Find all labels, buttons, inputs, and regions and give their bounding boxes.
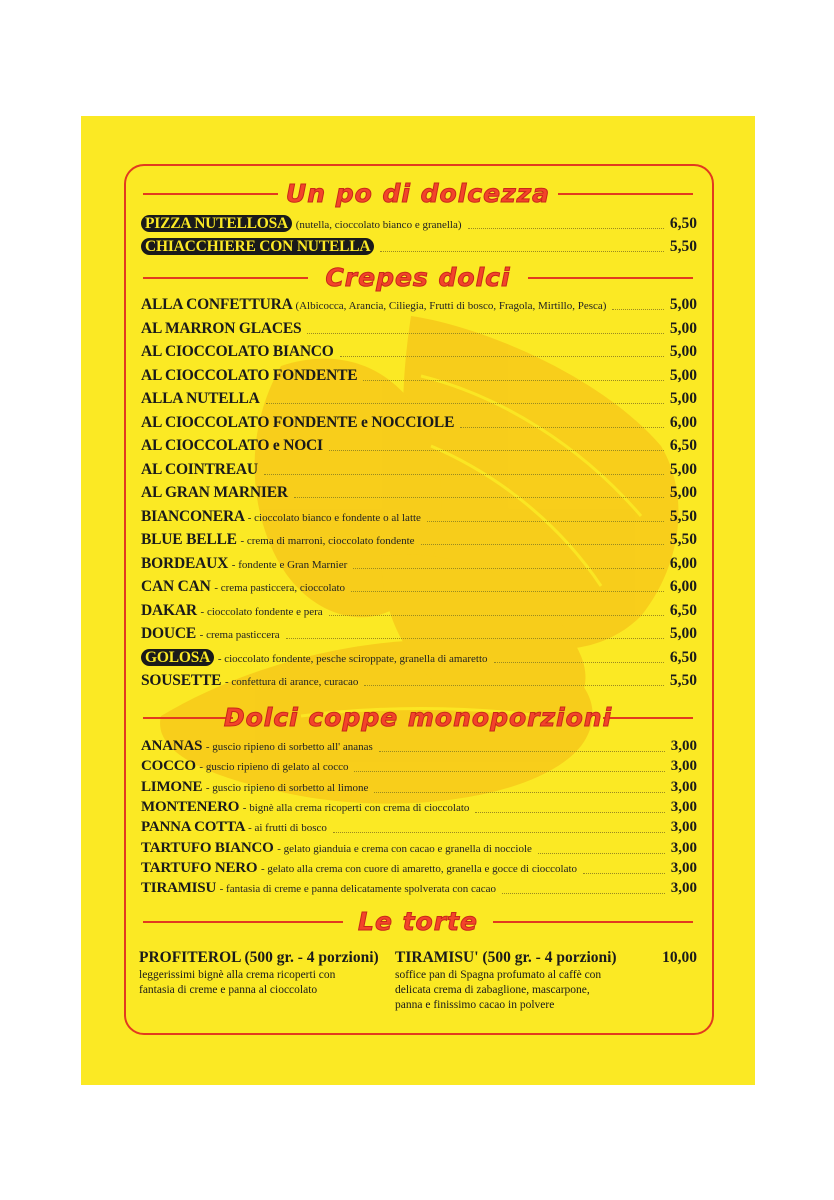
menu-item-desc: - crema di marroni, cioccolato fondente xyxy=(240,535,415,547)
menu-item xyxy=(141,318,697,340)
menu-item xyxy=(141,341,697,363)
dot-leader xyxy=(264,474,664,475)
menu-item-desc: - gelato alla crema con cuore di amaretto, granella e gocce di cioccolato xyxy=(260,862,578,875)
menu-item xyxy=(141,412,697,434)
torta-price: 10,00 xyxy=(662,949,697,966)
menu-item-name: PIZZA NUTELLOSA xyxy=(141,215,292,232)
menu-item-desc: - cioccolato fondente, pesche sciroppate, granella di amaretto xyxy=(217,652,488,665)
dot-leader xyxy=(502,893,665,894)
menu-item-name: TIRAMISU xyxy=(141,880,217,897)
menu-item xyxy=(141,459,697,481)
menu-item xyxy=(141,213,697,235)
menu-item-desc: - ai frutti di bosco xyxy=(248,822,327,835)
menu-item-desc: (nutella, cioccolato bianco e granella) xyxy=(295,219,462,231)
dot-leader xyxy=(329,450,664,451)
menu-item-label xyxy=(141,482,288,504)
menu-page xyxy=(81,116,755,1085)
menu-item-desc: - guscio ripieno di sorbetto al limone xyxy=(205,781,369,794)
menu-item-label xyxy=(141,777,368,798)
menu-item-desc: - cioccolato fondente e pera xyxy=(200,605,323,618)
menu-item xyxy=(141,553,697,575)
menu-item-price: 5,00 xyxy=(669,319,697,337)
menu-item-name: CAN CAN xyxy=(141,578,211,595)
menu-item-label xyxy=(141,412,454,434)
menu-item-price: 6,00 xyxy=(669,413,697,431)
menu-item-price: 6,00 xyxy=(669,554,697,572)
menu-item-label xyxy=(141,647,488,670)
menu-item-label xyxy=(141,294,606,317)
menu-item xyxy=(141,670,697,692)
menu-item xyxy=(141,623,697,645)
menu-item-label xyxy=(141,623,280,646)
menu-item xyxy=(141,482,697,504)
torta-desc: leggerissimi bignè alla crema ricoperti con xyxy=(139,969,336,981)
menu-item-name: AL COINTREAU xyxy=(141,460,258,478)
menu-item-label xyxy=(141,318,301,340)
menu-item-price: 5,50 xyxy=(669,672,697,689)
menu-item xyxy=(141,506,697,528)
dot-leader xyxy=(351,591,664,592)
menu-item-price: 6,00 xyxy=(669,578,697,595)
dot-leader xyxy=(374,792,665,793)
dot-leader xyxy=(266,403,664,404)
section-title-coppe: Dolci coppe monoporzioni xyxy=(81,703,755,733)
menu-item-desc: - guscio ripieno di gelato al cocco xyxy=(199,761,349,774)
menu-item-price: 3,00 xyxy=(670,738,697,754)
menu-item-desc: - confettura di arance, curacao xyxy=(224,676,359,688)
menu-item-name: LIMONE xyxy=(141,778,203,795)
menu-item-label xyxy=(141,576,345,599)
menu-item xyxy=(141,817,697,837)
menu-item-name: BLUE BELLE xyxy=(141,531,237,548)
menu-item-price: 3,00 xyxy=(670,798,697,815)
dot-leader xyxy=(468,228,664,229)
dot-leader xyxy=(364,685,664,686)
dot-leader xyxy=(354,771,665,772)
menu-item-name: DOUCE xyxy=(141,625,196,642)
torta-desc: panna e finissimo cacao in polvere xyxy=(395,999,555,1011)
menu-item-name: AL CIOCCOLATO FONDENTE xyxy=(141,366,358,384)
menu-item-name: ANANAS xyxy=(141,738,203,754)
dot-leader xyxy=(538,853,665,854)
dot-leader xyxy=(307,333,664,334)
menu-item-price: 6,50 xyxy=(669,648,697,666)
torta-desc: soffice pan di Spagna profumato al caffè con xyxy=(395,969,602,981)
dot-leader xyxy=(333,832,665,833)
menu-item xyxy=(141,388,697,410)
menu-item-name: GOLOSA xyxy=(141,649,214,666)
menu-item-label xyxy=(141,756,348,777)
menu-item-label xyxy=(141,553,347,576)
menu-item-label xyxy=(141,236,374,258)
menu-item-name: ALLA CONFETTURA xyxy=(141,296,292,313)
menu-item xyxy=(141,435,697,457)
menu-item-desc: - gelato gianduia e crema con cacao e granella di nocciole xyxy=(277,842,532,855)
menu-item-label xyxy=(141,736,373,757)
menu-item-price: 5,50 xyxy=(669,238,697,255)
menu-item xyxy=(141,294,697,316)
menu-item-label xyxy=(141,600,323,623)
dot-leader xyxy=(583,873,665,874)
menu-item xyxy=(141,736,697,756)
menu-item xyxy=(141,858,697,878)
menu-item-price: 6,50 xyxy=(669,601,697,619)
menu-item xyxy=(141,797,697,817)
menu-item-desc: - cioccolato bianco e fondente o al latte xyxy=(247,511,421,524)
menu-item-desc: - crema pasticcera xyxy=(199,629,280,641)
menu-item-label xyxy=(141,365,357,387)
menu-item-price: 5,00 xyxy=(669,296,697,313)
menu-item-price: 3,00 xyxy=(670,859,697,876)
menu-item-name: MONTENERO xyxy=(141,798,240,815)
section-title-dolcezza: Un po di dolcezza xyxy=(81,179,755,209)
menu-item-price: 5,50 xyxy=(669,531,697,548)
menu-item-name: COCCO xyxy=(141,758,196,775)
dot-leader xyxy=(427,521,664,522)
menu-item-label xyxy=(141,435,323,457)
dot-leader xyxy=(329,615,664,616)
menu-item-desc: - fantasia di creme e panna delicatamente spolverata con cacao xyxy=(219,883,497,896)
menu-item-label xyxy=(141,858,577,879)
menu-item-price: 5,00 xyxy=(669,460,697,478)
menu-item-label xyxy=(141,388,260,410)
menu-item xyxy=(141,236,697,258)
menu-item-price: 5,50 xyxy=(669,507,697,525)
menu-item-label xyxy=(141,817,327,838)
menu-item-name: SOUSETTE xyxy=(141,672,222,689)
dot-leader xyxy=(340,356,664,357)
dot-leader xyxy=(380,251,664,252)
menu-item-price: 5,00 xyxy=(669,343,697,360)
menu-item-price: 5,00 xyxy=(669,484,697,501)
menu-item-price: 3,00 xyxy=(670,839,697,856)
menu-item-label xyxy=(141,878,496,899)
menu-item-price: 6,50 xyxy=(669,437,697,454)
menu-item-label xyxy=(141,506,421,529)
menu-item-price: 6,50 xyxy=(669,215,697,232)
menu-item-price: 3,00 xyxy=(670,758,697,775)
menu-item-label xyxy=(141,341,334,363)
dot-leader xyxy=(612,309,664,310)
menu-item-name: PANNA COTTA xyxy=(141,819,245,836)
menu-item-price: 3,00 xyxy=(670,778,697,795)
menu-item xyxy=(141,529,697,551)
torta-name: TIRAMISU' (500 gr. - 4 porzioni) xyxy=(395,949,617,966)
dot-leader xyxy=(421,544,664,545)
menu-item-name: CHIACCHIERE CON NUTELLA xyxy=(141,238,374,255)
menu-item xyxy=(141,576,697,598)
menu-item-label xyxy=(141,670,358,693)
torta-desc: delicata crema di zabaglione, mascarpone, xyxy=(395,984,590,996)
menu-item-name: DAKAR xyxy=(141,601,197,619)
section-title-crepes: Crepes dolci xyxy=(81,263,755,293)
dot-leader xyxy=(363,380,664,381)
menu-item xyxy=(141,647,697,669)
menu-item-name: AL CIOCCOLATO BIANCO xyxy=(141,343,334,360)
menu-item-label xyxy=(141,838,532,859)
menu-item-name: AL MARRON GLACES xyxy=(141,319,302,337)
dot-leader xyxy=(494,662,664,663)
menu-item-price: 3,00 xyxy=(670,819,697,836)
section-title-torte: Le torte xyxy=(81,907,755,937)
menu-item-desc: (Albicocca, Arancia, Ciliegia, Frutti di bosco, Fragola, Mirtillo, Pesca) xyxy=(295,300,607,312)
menu-item-name: BIANCONERA xyxy=(141,507,245,525)
menu-item-label xyxy=(141,213,462,236)
menu-item xyxy=(141,365,697,387)
menu-item-name: AL CIOCCOLATO FONDENTE e NOCCIOLE xyxy=(141,413,455,431)
menu-item-label xyxy=(141,797,469,818)
menu-item-label xyxy=(141,529,415,552)
menu-item-name: TARTUFO BIANCO xyxy=(141,839,274,856)
torta-name: PROFITEROL (500 gr. - 4 porzioni) xyxy=(139,949,379,966)
dot-leader xyxy=(286,638,664,639)
menu-item-price: 3,00 xyxy=(670,880,697,897)
menu-item-name: ALLA NUTELLA xyxy=(141,390,260,407)
dot-leader xyxy=(460,427,664,428)
menu-item-desc: - guscio ripieno di sorbetto all' ananas xyxy=(205,741,373,753)
menu-item xyxy=(141,756,697,776)
menu-item-price: 5,00 xyxy=(669,390,697,407)
dot-leader xyxy=(475,812,665,813)
menu-item-desc: - crema pasticcera, cioccolato xyxy=(214,582,346,594)
menu-item-price: 5,00 xyxy=(669,625,697,642)
dot-leader xyxy=(379,751,665,752)
menu-item-price: 5,00 xyxy=(669,366,697,384)
dot-leader xyxy=(353,568,664,569)
menu-item-name: AL CIOCCOLATO e NOCI xyxy=(141,437,323,454)
torta-tiramisu xyxy=(395,948,617,1013)
menu-item xyxy=(141,878,697,898)
menu-item-name: TARTUFO NERO xyxy=(141,859,258,876)
menu-item xyxy=(141,838,697,858)
menu-item-desc: - fondente e Gran Marnier xyxy=(231,558,348,571)
menu-item xyxy=(141,777,697,797)
menu-item-name: BORDEAUX xyxy=(141,554,229,572)
menu-item-name: AL GRAN MARNIER xyxy=(141,484,288,501)
dot-leader xyxy=(294,497,664,498)
menu-item-desc: - bignè alla crema ricoperti con crema di cioccolato xyxy=(242,801,470,814)
torta-profiterol xyxy=(139,948,379,998)
torta-desc: fantasia di creme e panna al cioccolato xyxy=(139,984,318,996)
menu-item-label xyxy=(141,459,258,481)
menu-item xyxy=(141,600,697,622)
